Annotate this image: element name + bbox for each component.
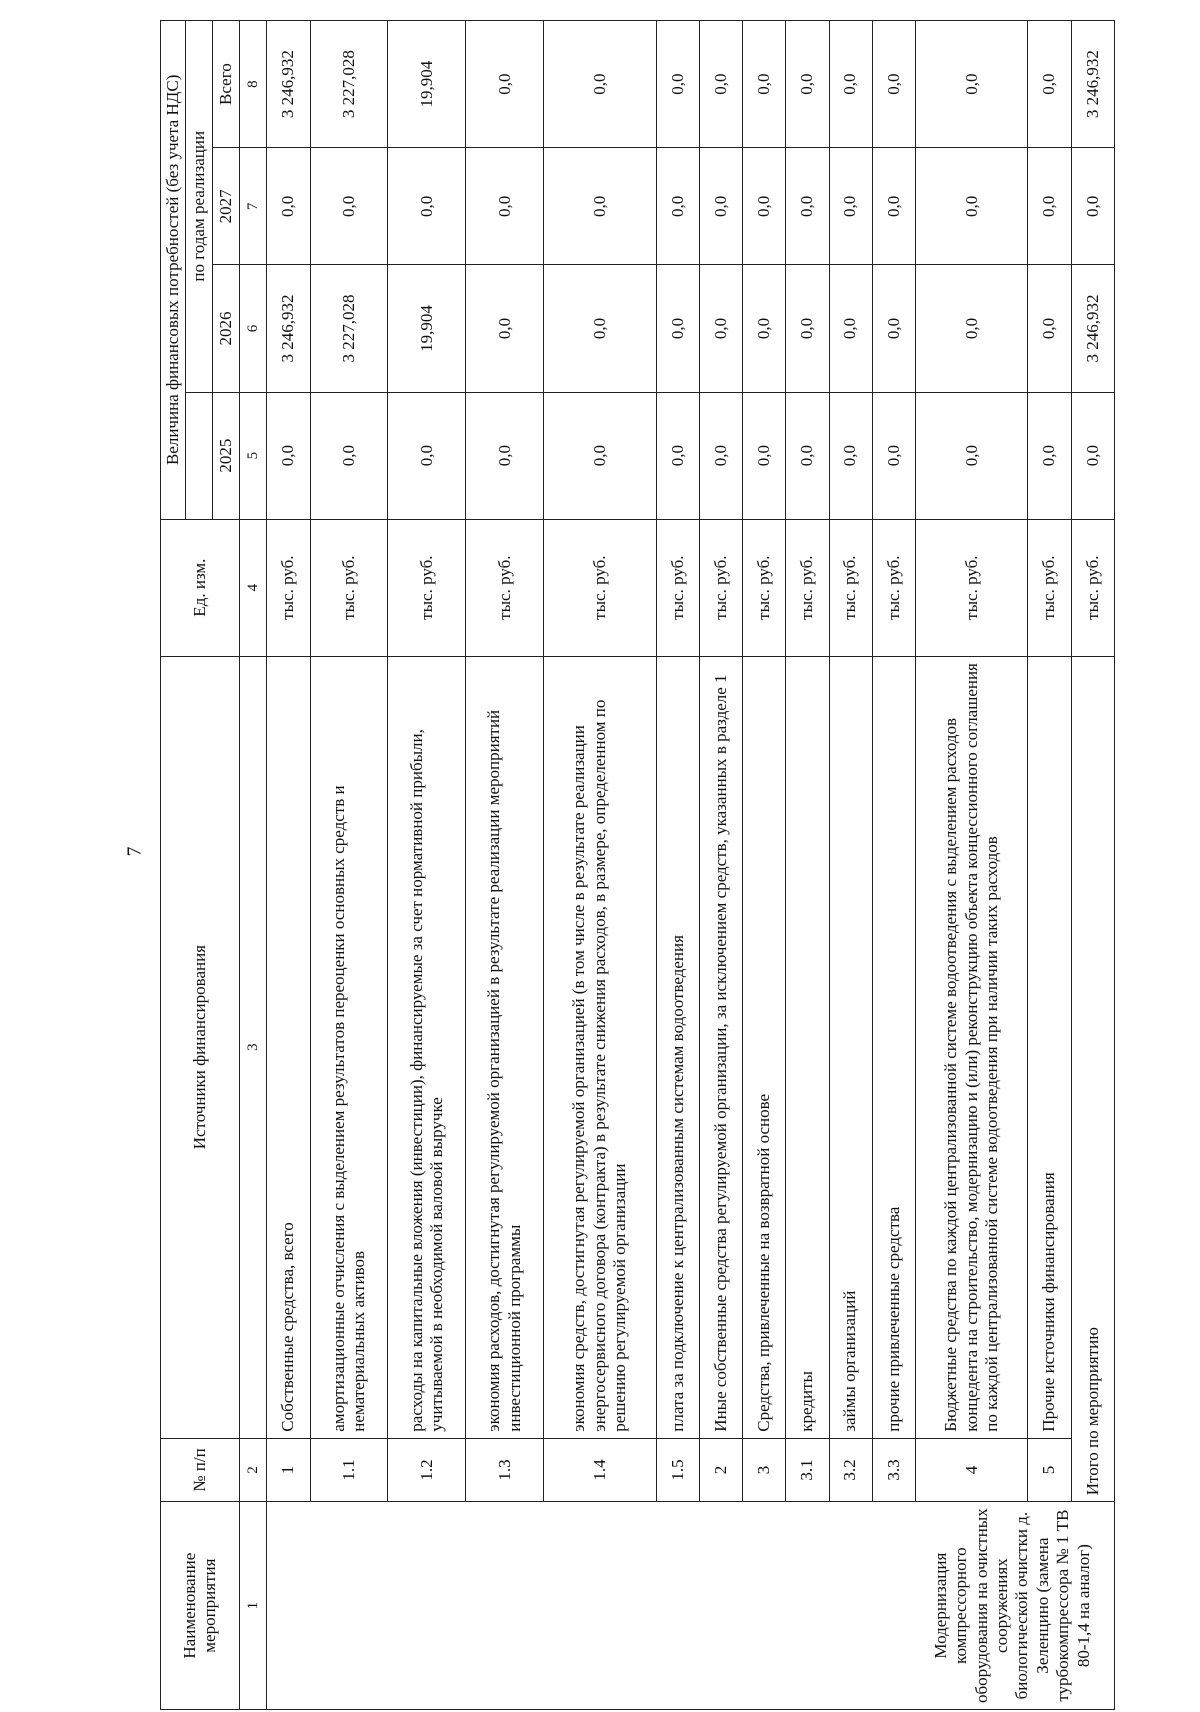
row-unit: тыс. руб. (915, 519, 1028, 656)
row-source: экономия расходов, достигнутая регулируемой организацией в результате реализации мероприятий инвестиционной программы (466, 656, 544, 1438)
rotated-table-container (160, 20, 1115, 1710)
row-source: кредиты (786, 656, 829, 1438)
row-source: экономия средств, достигнутая регулируемой организацией (в том числе в результате реализации энергосервисного договора (контракта) в результате снижения расходов, в размере, определенном по решению регулируемой организации (544, 656, 657, 1438)
row-2025: 0,0 (544, 392, 657, 519)
row-source: займы организаций (829, 656, 872, 1438)
total-2026: 3 246,932 (1071, 265, 1114, 392)
row-2027: 0,0 (915, 148, 1028, 265)
row-total: 0,0 (829, 21, 872, 148)
row-2026: 19,904 (388, 265, 466, 392)
row-total: 0,0 (544, 21, 657, 148)
row-total: 0,0 (786, 21, 829, 148)
header-source: Источники финансирования (161, 656, 240, 1438)
row-2027: 0,0 (743, 148, 786, 265)
index-7: 7 (240, 148, 267, 265)
row-2025: 0,0 (872, 392, 915, 519)
table-row (915, 21, 1028, 1710)
index-4: 4 (240, 519, 267, 656)
row-2027: 0,0 (267, 148, 310, 265)
row-2026: 3 246,932 (267, 265, 310, 392)
row-unit: тыс. руб. (267, 519, 310, 656)
row-2027: 0,0 (656, 148, 699, 265)
row-number: 5 (1028, 1438, 1071, 1502)
table-row (656, 21, 699, 1710)
row-total: 0,0 (743, 21, 786, 148)
row-unit: тыс. руб. (743, 519, 786, 656)
row-2026: 0,0 (1028, 265, 1071, 392)
row-number: 3.2 (829, 1438, 872, 1502)
row-2025: 0,0 (310, 392, 388, 519)
row-number: 1.2 (388, 1438, 466, 1502)
header-year-2025: 2025 (213, 392, 240, 519)
financing-table (160, 20, 1115, 1710)
row-2025: 0,0 (699, 392, 742, 519)
row-number: 1.5 (656, 1438, 699, 1502)
row-unit: тыс. руб. (656, 519, 699, 656)
table-row (872, 21, 915, 1710)
row-total: 0,0 (872, 21, 915, 148)
row-number: 3.3 (872, 1438, 915, 1502)
total-total: 3 246,932 (1071, 21, 1114, 148)
row-2026: 0,0 (699, 265, 742, 392)
row-source: расходы на капитальные вложения (инвестиции), финансируемые за счет нормативной прибыли, учитываемой в необходимой валовой выручке (388, 656, 466, 1438)
row-unit: тыс. руб. (872, 519, 915, 656)
row-2027: 0,0 (466, 148, 544, 265)
row-unit: тыс. руб. (1028, 519, 1071, 656)
table-row (786, 21, 829, 1710)
row-unit: тыс. руб. (786, 519, 829, 656)
index-3: 3 (240, 656, 267, 1438)
table-row (1028, 21, 1071, 1710)
total-label: Итого по мероприятию (1071, 656, 1114, 1502)
row-2025: 0,0 (743, 392, 786, 519)
row-number: 3.1 (786, 1438, 829, 1502)
header-year-2027: 2027 (213, 148, 240, 265)
row-unit: тыс. руб. (699, 519, 742, 656)
row-2027: 0,0 (872, 148, 915, 265)
row-2025: 0,0 (829, 392, 872, 519)
row-2026: 0,0 (872, 265, 915, 392)
row-2027: 0,0 (699, 148, 742, 265)
index-6: 6 (240, 265, 267, 392)
row-number: 4 (915, 1438, 1028, 1502)
row-2026: 0,0 (786, 265, 829, 392)
header-year-2026: 2026 (213, 265, 240, 392)
index-1: 1 (240, 1502, 267, 1710)
header-number: № п/п (161, 1438, 240, 1502)
index-8: 8 (240, 21, 267, 148)
row-2027: 0,0 (786, 148, 829, 265)
row-2027: 0,0 (829, 148, 872, 265)
row-total: 0,0 (656, 21, 699, 148)
row-source: амортизационные отчисления с выделением результатов переоценки основных средств и нематериальных активов (310, 656, 388, 1438)
total-row (1071, 21, 1114, 1710)
index-5: 5 (240, 392, 267, 519)
row-number: 2 (699, 1438, 742, 1502)
row-source: Собственные средства, всего (267, 656, 310, 1438)
page-number: 7 (123, 846, 146, 857)
table-row (466, 21, 544, 1710)
row-unit: тыс. руб. (466, 519, 544, 656)
row-total: 0,0 (1028, 21, 1071, 148)
row-2026: 0,0 (466, 265, 544, 392)
header-by-years: по годам реализации (186, 21, 213, 393)
row-2026: 0,0 (544, 265, 657, 392)
header-measure-name: Наименование мероприятия (161, 1502, 240, 1710)
row-source: плата за подключение к централизованным системам водоотведения (656, 656, 699, 1438)
row-2025: 0,0 (1028, 392, 1071, 519)
row-total: 19,904 (388, 21, 466, 148)
row-2027: 0,0 (388, 148, 466, 265)
row-unit: тыс. руб. (544, 519, 657, 656)
table-row (388, 21, 466, 1710)
table-row (267, 21, 310, 1710)
header-blank (186, 392, 213, 519)
row-number: 1.4 (544, 1438, 657, 1502)
row-2027: 0,0 (544, 148, 657, 265)
row-2026: 0,0 (829, 265, 872, 392)
row-unit: тыс. руб. (310, 519, 388, 656)
row-number: 1.3 (466, 1438, 544, 1502)
row-2025: 0,0 (786, 392, 829, 519)
total-2027: 0,0 (1071, 148, 1114, 265)
row-source: Средства, привлеченные на возвратной основе (743, 656, 786, 1438)
table-row (699, 21, 742, 1710)
header-financial-needs: Величина финансовых потребностей (без учета НДС) (161, 21, 186, 520)
row-unit: тыс. руб. (388, 519, 466, 656)
row-number: 1.1 (310, 1438, 388, 1502)
table-row (743, 21, 786, 1710)
row-source: прочие привлеченные средства (872, 656, 915, 1438)
row-2025: 0,0 (267, 392, 310, 519)
table-row (544, 21, 657, 1710)
row-total: 0,0 (699, 21, 742, 148)
row-2026: 3 227,028 (310, 265, 388, 392)
measure-name: Модернизация компрессорного оборудования на очистных сооружениях биологической очистки д. Зеленцино (замена турбокомпрессора № 1 ТВ 80-1,4 на аналог) (267, 1502, 1115, 1710)
row-2027: 0,0 (1028, 148, 1071, 265)
row-2026: 0,0 (743, 265, 786, 392)
row-total: 3 227,028 (310, 21, 388, 148)
row-total: 0,0 (915, 21, 1028, 148)
row-2026: 0,0 (915, 265, 1028, 392)
row-2027: 0,0 (310, 148, 388, 265)
total-2025: 0,0 (1071, 392, 1114, 519)
row-2025: 0,0 (466, 392, 544, 519)
row-number: 3 (743, 1438, 786, 1502)
row-2026: 0,0 (656, 265, 699, 392)
table-row (310, 21, 388, 1710)
row-number: 1 (267, 1438, 310, 1502)
row-unit: тыс. руб. (829, 519, 872, 656)
row-2025: 0,0 (388, 392, 466, 519)
row-source: Прочие источники финансирования (1028, 656, 1071, 1438)
row-total: 3 246,932 (267, 21, 310, 148)
header-total: Всего (213, 21, 240, 148)
total-unit: тыс. руб. (1071, 519, 1114, 656)
row-source: Иные собственные средства регулируемой организации, за исключением средств, указанных в разделе 1 (699, 656, 742, 1438)
header-unit: Ед. изм. (161, 519, 240, 656)
row-total: 0,0 (466, 21, 544, 148)
row-2025: 0,0 (915, 392, 1028, 519)
table-row (829, 21, 872, 1710)
row-source: Бюджетные средства по каждой централизованной системе водоотведения с выделением расходов концедента на строительство, модернизацию и (или) реконструкцию объекта концессионного соглашения по каждой централизованной системе водоотведения при наличии таких расходов (915, 656, 1028, 1438)
index-2: 2 (240, 1438, 267, 1502)
row-2025: 0,0 (656, 392, 699, 519)
